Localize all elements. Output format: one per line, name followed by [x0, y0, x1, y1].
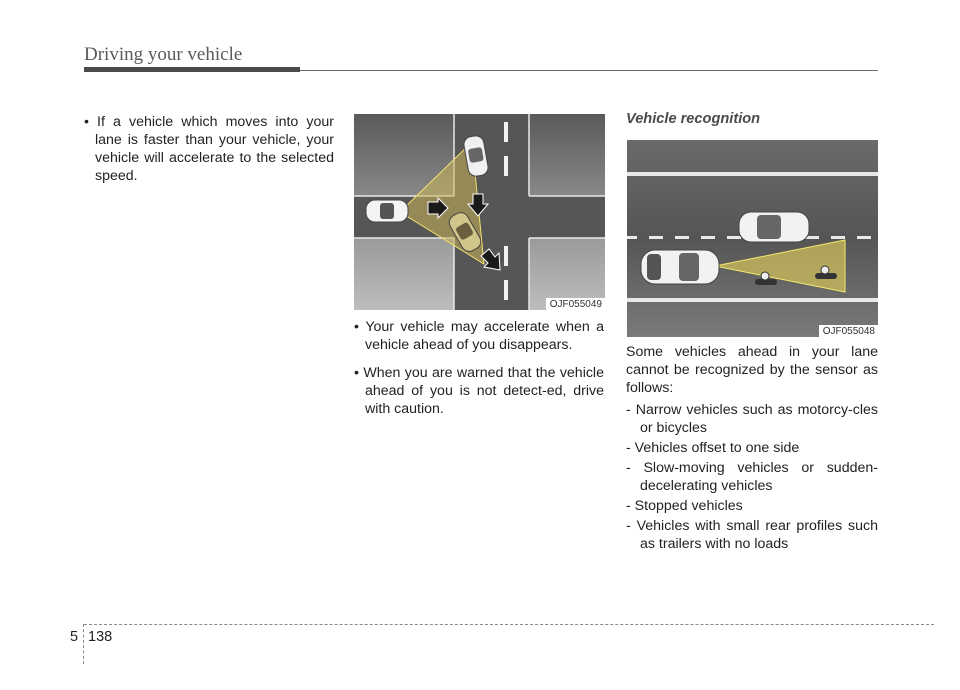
chapter-number: 5 [70, 629, 79, 645]
own-vehicle [366, 200, 408, 222]
bullet-vehicle-disappears: • Your vehicle may accelerate when a vehicle ahead of you disappears. [354, 319, 604, 353]
left-column [84, 113, 334, 195]
list-item: - Stopped vehicles [626, 498, 743, 514]
corner-block [529, 114, 605, 196]
figure-code-label: OJF055048 [819, 325, 878, 337]
section-title-vehicle-recognition: Vehicle recognition [626, 111, 761, 127]
recognition-intro: Some vehicles ahead in your lane cannot be recognized by the sensor as follows: [626, 344, 878, 396]
figure-intersection [354, 114, 605, 310]
middle-column [354, 318, 604, 428]
figure-code-label: OJF055049 [546, 298, 605, 310]
footer-rule [84, 624, 934, 625]
own-vehicle [641, 250, 719, 284]
list-item: - Vehicles offset to one side [626, 440, 800, 456]
vehicle-recognition-illustration [627, 140, 878, 337]
header-rule [300, 70, 878, 71]
list-item: - Narrow vehicles such as motorcy-cles or bicycles [626, 402, 878, 436]
list-item: - Slow-moving vehicles or sudden-decelerating vehicles [626, 460, 878, 494]
footer-divider [83, 624, 84, 664]
lane-edge-line [627, 298, 878, 302]
intersection-illustration [354, 114, 605, 310]
figure-vehicle-recognition [627, 140, 878, 337]
list-item: - Vehicles with small rear profiles such as trailers with no loads [626, 518, 878, 552]
page-header-title: Driving your vehicle [84, 44, 243, 65]
lane-edge-line [627, 172, 878, 176]
vehicle-adjacent-lane [739, 212, 809, 242]
bullet-not-detected-warning: • When you are warned that the vehicle ahead of you is not detect-ed, drive with caution. [354, 365, 604, 417]
bullet-faster-vehicle: • If a vehicle which moves into your lane is faster than your vehicle, your vehicle will accelerate to the selected speed. [84, 114, 334, 184]
corner-block [354, 238, 454, 310]
page-number: 138 [88, 629, 113, 645]
right-column [626, 343, 878, 555]
header-accent-bar [84, 67, 300, 72]
